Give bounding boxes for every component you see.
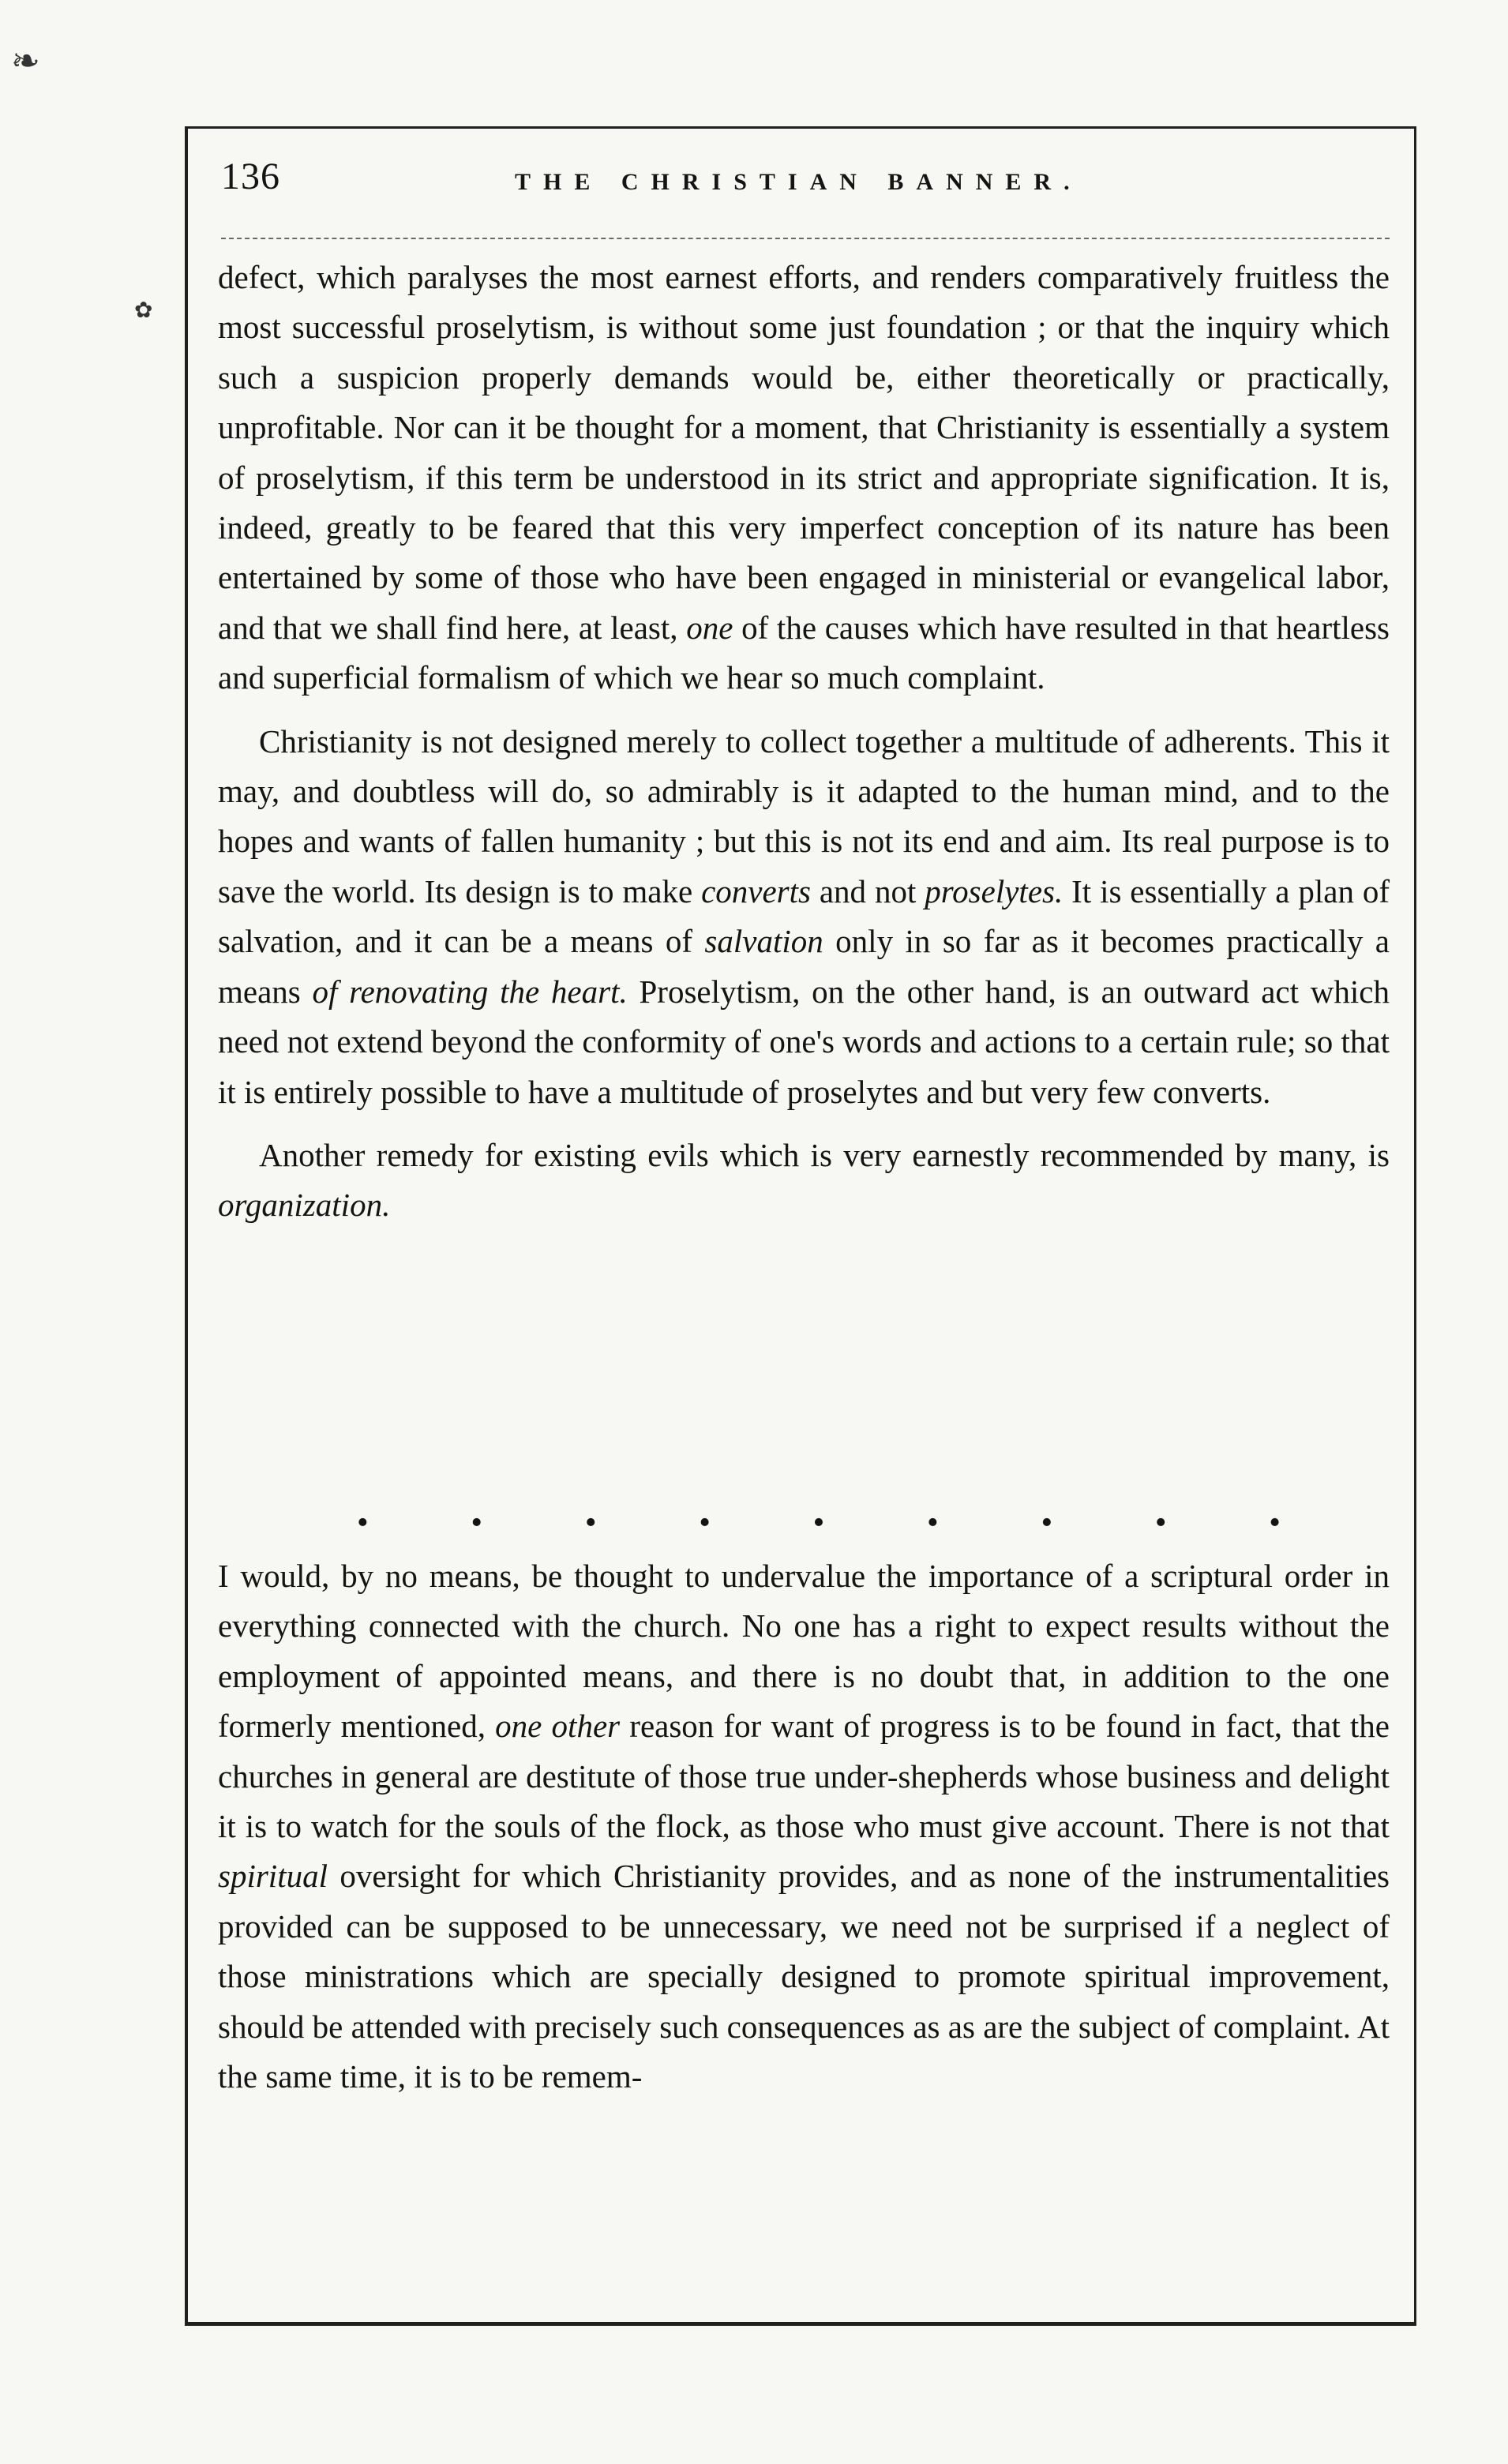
text-run: and not <box>810 872 925 909</box>
separator-dot: • <box>357 1505 369 1541</box>
text-run: I would, by no means, be thought to undervalue the importance of a scriptural order in everything connected with the church. No one has a right to expect results without the employment of appointed means, and there is no doubt that, in addition to the one formerly mentioned, <box>218 1558 1390 1745</box>
text-run: reason for want of progress is to be found in fact, that the churches in general are destitute of those true under-shepherds whose business and delight it is to watch for the souls of the flock, as those who must give account. There is not that <box>218 1708 1390 1845</box>
separator-dot: • <box>471 1505 483 1541</box>
italic-text: proselytes. <box>925 872 1063 909</box>
scan-mark-left-margin: ✿ <box>134 297 153 323</box>
separator-dot: • <box>1154 1505 1167 1541</box>
separator-dot: • <box>812 1505 825 1541</box>
separator-dot: • <box>584 1505 597 1541</box>
main-text <box>218 253 1390 1244</box>
header-rule <box>221 238 1390 239</box>
separator-dot: • <box>1041 1505 1053 1541</box>
text-run: oversight for which Christianity provides, and as none of the instrumentalities provided can be supposed to be unnecessary, we need not be surprised if a neglect of those ministrations which are specially designed to promote spiritual improvement, should be attended with precisely such consequences as as are the subject of complaint. At the same time, it is to be remem- <box>218 1858 1390 2095</box>
page-number: 136 <box>221 156 280 197</box>
paragraph <box>218 1551 1390 2102</box>
italic-text: one <box>686 609 733 646</box>
running-head: THE CHRISTIAN BANNER. <box>515 169 1082 195</box>
italic-text: salvation <box>704 923 823 960</box>
paragraph <box>218 1131 1390 1231</box>
scan-mark-top-left: ❧ <box>11 41 40 81</box>
separator-dot: • <box>927 1505 939 1541</box>
italic-text: converts <box>701 872 811 909</box>
text-run: Christianity is not designed merely to collect together a multitude of adherents. This it may, and doubtless will do, so admirably is it adapted to the human mind, and to the hopes and wants of fallen humanity ; but this is not its end and aim. Its real purpose is to save the world. Its design is to make <box>218 722 1390 909</box>
text-run: Proselytism, on the other hand, is an outward act which need not extend beyond the conformity of one's words and actions to a certain rule; so that it is entirely possible to have a multitude of proselytes and but very few converts. <box>218 973 1390 1110</box>
text-run: It is essentially a plan of salvation, and it can be a means of <box>218 872 1390 960</box>
continued-text <box>218 1551 1390 2115</box>
italic-text: of renovating the heart. <box>312 973 628 1010</box>
separator-dot: • <box>1269 1505 1281 1541</box>
section-separator <box>357 1503 1281 1543</box>
paragraph <box>218 253 1390 703</box>
italic-text: spiritual <box>218 1858 328 1895</box>
italic-text: one other <box>495 1708 621 1745</box>
page-header <box>221 155 1393 210</box>
text-run: only in so far as it becomes practically a means <box>218 923 1390 1010</box>
text-run: Another remedy for existing evils which is very earnestly recommended by many, is <box>259 1136 1390 1173</box>
text-run: defect, which paralyses the most earnest efforts, and renders comparatively fruitless the most successful proselytism, is without some just foundation ; or that the inquiry which such a suspicion properly demands would be, either theoretically or practically, unprofitable. Nor can it be thought for a moment, that Christianity is essentially a system of proselytism, if this term be understood in its strict and appropriate signification. It is, indeed, greatly to be feared that this very imperfect conception of its nature has been entertained by some of those who have been engaged in ministerial or evangelical labor, and that we shall find here, at least, <box>218 259 1390 646</box>
italic-text: organization. <box>218 1187 391 1224</box>
text-run: of the causes which have resulted in that heartless and superficial formalism of which we hear so much complaint. <box>218 609 1390 696</box>
paragraph <box>218 717 1390 1117</box>
separator-dot: • <box>699 1505 711 1541</box>
